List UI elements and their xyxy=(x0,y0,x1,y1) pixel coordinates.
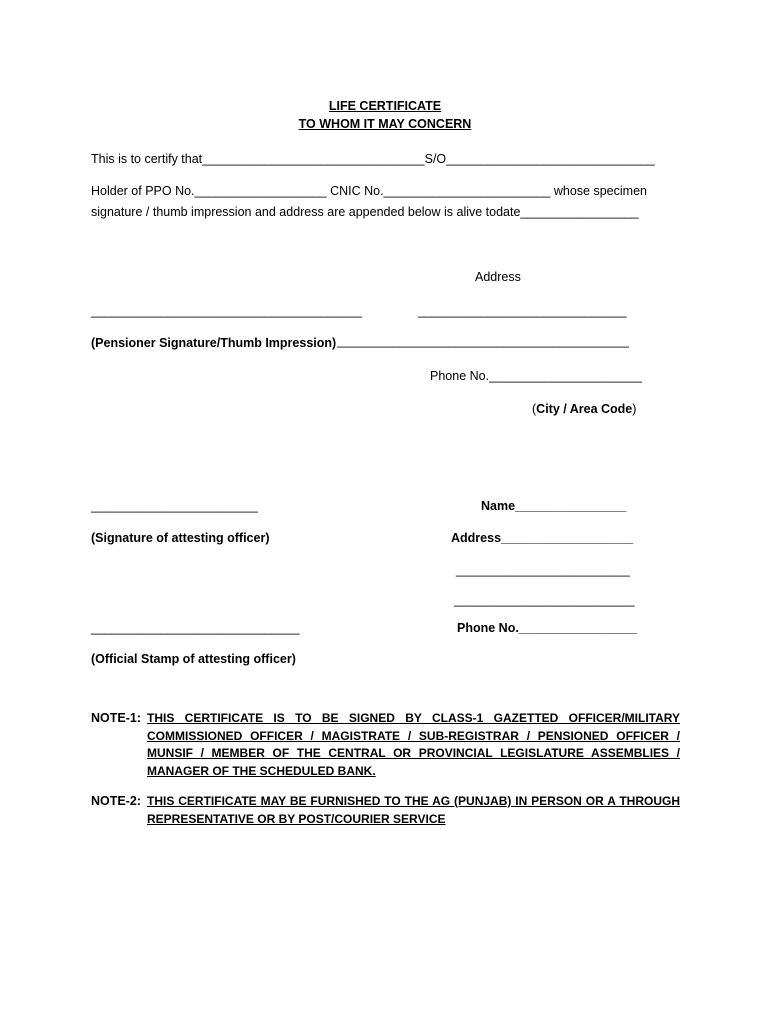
city-area-code-label: City / Area Code xyxy=(536,402,633,416)
note-1-label: NOTE-1: xyxy=(91,711,141,725)
note-2-text: THIS CERTIFICATE MAY BE FURNISHED TO THE AG (PUNJAB) IN PERSON OR A THROUGH REPRESENTATIVE OR BY POST/COURIER SERVICE xyxy=(147,794,680,826)
document-subtitle: TO WHOM IT MAY CONCERN xyxy=(298,117,472,131)
city-close-paren: ) xyxy=(632,402,637,416)
note-2-label: NOTE-2: xyxy=(91,794,141,808)
certify-line: This is to certify that________________________________S/O______________________________ xyxy=(91,152,655,166)
attesting-signature-caption: (Signature of attesting officer) xyxy=(91,531,270,545)
attesting-signature-blank: ________________________ xyxy=(91,499,258,513)
official-stamp-blank: ______________________________ xyxy=(91,621,300,635)
city-area-code xyxy=(532,401,636,417)
attesting-address-field: Address___________________ xyxy=(451,531,634,545)
attesting-phone-field: Phone No._________________ xyxy=(457,621,637,635)
pensioner-signature-blank: _______________________________________ xyxy=(91,304,363,318)
attesting-address-blank-1: _________________________ xyxy=(456,563,630,577)
document-title: LIFE CERTIFICATE xyxy=(328,99,442,113)
note-1-text: THIS CERTIFICATE IS TO BE SIGNED BY CLASS-1 GAZETTED OFFICER/MILITARY COMMISSIONED OFFICER / MAGISTRATE / SUB-REGISTRAR / PENSIONED OFFICER / MUNSIF / MEMBER OF THE CENTRAL OR PROVINCIAL LEGISLATURE ASSEMBLIES / MANAGER OF THE SCHEDULED BANK. xyxy=(147,711,680,778)
pensioner-phone-field: Phone No.______________________ xyxy=(430,369,643,383)
attesting-name-field: Name________________ xyxy=(481,499,627,513)
pensioner-signature-caption: (Pensioner Signature/Thumb Impression) xyxy=(91,336,337,350)
signature-statement-line: signature / thumb impression and address are appended below is alive todate_________________ xyxy=(91,205,639,219)
attesting-address-blank-2: __________________________ xyxy=(454,593,635,607)
pensioner-address-label: Address xyxy=(475,270,521,284)
official-stamp-caption: (Official Stamp of attesting officer) xyxy=(91,652,296,666)
pensioner-address-blank-2: __________________________________________ xyxy=(337,334,629,348)
city-open-paren: ( xyxy=(532,402,537,416)
ppo-cnic-line: Holder of PPO No.___________________ CNIC No.________________________ whose specimen xyxy=(91,184,647,198)
pensioner-address-blank: ______________________________ xyxy=(418,304,627,318)
